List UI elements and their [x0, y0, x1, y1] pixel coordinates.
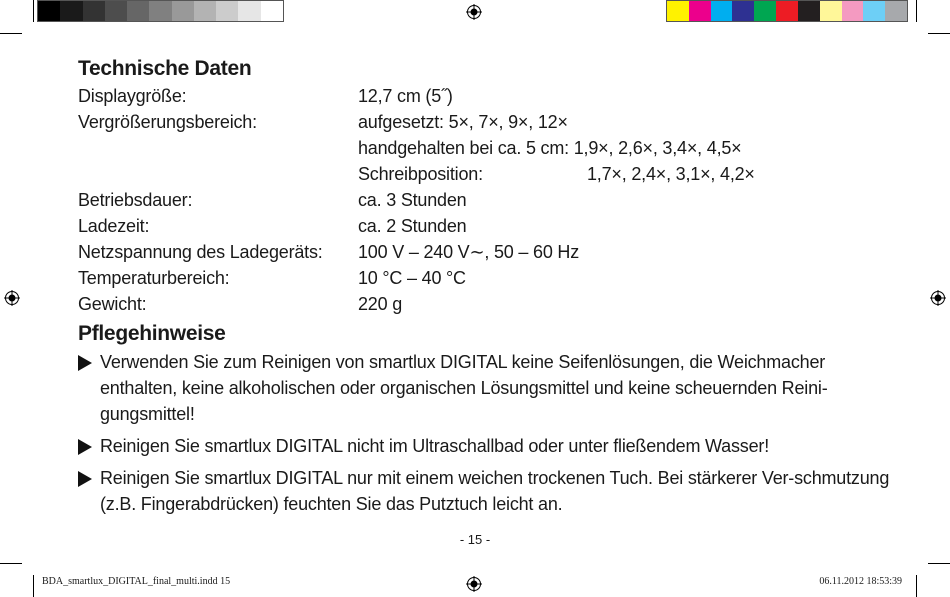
care-text: Reinigen Sie smartlux DIGITAL nur mit einem weichen trockenen Tuch. Bei stärkerer Ver-schmutzung (z.B. Fingerabdrücken) feuchten Sie das Putztuch leicht an.: [100, 468, 890, 514]
specs-table: [78, 83, 878, 317]
spec-value: 220 g: [358, 294, 403, 314]
color-swatch: [172, 1, 194, 21]
registration-mark-icon: [466, 576, 482, 592]
color-swatch: [667, 1, 689, 21]
spec-subvalue: 1,7×, 2,4×, 3,1×, 4,2×: [587, 164, 755, 184]
spec-key: [78, 161, 358, 187]
crop-mark: [928, 563, 950, 564]
spec-row: [78, 135, 878, 161]
spec-sublabel: Schreibposition:: [358, 164, 483, 184]
spec-row: [78, 213, 878, 239]
color-swatch: [149, 1, 171, 21]
spec-value: 100 V – 240 V∼, 50 – 60 Hz: [358, 242, 580, 262]
list-item: [78, 465, 890, 517]
color-swatch: [798, 1, 820, 21]
spec-value: ca. 3 Stunden: [358, 190, 467, 210]
care-text: Reinigen Sie smartlux DIGITAL nicht im Ultraschallbad oder unter fließendem Wasser!: [100, 436, 769, 456]
color-swatch: [105, 1, 127, 21]
spec-value: 12,7 cm (5˝): [358, 86, 453, 106]
triangle-bullet-icon: [78, 355, 92, 371]
triangle-bullet-icon: [78, 439, 92, 455]
spec-row: [78, 83, 878, 109]
color-swatch: [863, 1, 885, 21]
crop-mark: [33, 575, 34, 597]
spec-key: Betriebsdauer:: [78, 190, 193, 210]
color-swatch: [732, 1, 754, 21]
registration-mark-icon: [4, 290, 20, 306]
triangle-bullet-icon: [78, 471, 92, 487]
crop-mark: [0, 33, 22, 34]
color-swatch: [127, 1, 149, 21]
color-swatch: [711, 1, 733, 21]
spec-key: [78, 135, 358, 161]
crop-mark: [33, 0, 34, 22]
color-swatch: [776, 1, 798, 21]
spec-value: aufgesetzt: 5×, 7×, 9×, 12×: [358, 112, 568, 132]
spec-row: [78, 265, 878, 291]
crop-mark: [916, 0, 917, 22]
registration-mark-icon: [466, 4, 482, 20]
spec-value: ca. 2 Stunden: [358, 216, 467, 236]
spec-key: Netzspannung des Ladegeräts:: [78, 242, 323, 262]
specs-heading: Technische Daten: [78, 57, 252, 80]
spec-row: [78, 109, 878, 135]
spec-key: Gewicht:: [78, 294, 147, 314]
crop-mark: [916, 575, 917, 597]
color-swatch: [238, 1, 260, 21]
color-swatch-strip: [666, 0, 908, 22]
list-item: [78, 349, 890, 427]
slug-date: 06.11.2012 18:53:39: [819, 576, 902, 587]
spec-value: [358, 161, 878, 187]
spec-row: [78, 161, 878, 187]
list-item: [78, 433, 890, 459]
color-swatch: [842, 1, 864, 21]
spec-value: handgehalten bei ca. 5 cm: 1,9×, 2,6×, 3,4×, 4,5×: [358, 138, 742, 158]
care-list: [78, 349, 890, 517]
page-content: [78, 56, 890, 523]
crop-mark: [0, 563, 22, 564]
slug-filename: BDA_smartlux_DIGITAL_final_multi.indd 15: [42, 576, 231, 587]
color-swatch: [261, 1, 283, 21]
color-swatch: [754, 1, 776, 21]
page-number: - 15 -: [459, 532, 491, 547]
spec-row: [78, 239, 878, 265]
care-heading: Pflegehinweise: [78, 322, 226, 345]
color-swatch: [38, 1, 60, 21]
spec-key: Ladezeit:: [78, 216, 150, 236]
spec-value: 10 °C – 40 °C: [358, 268, 466, 288]
care-text: Verwenden Sie zum Reinigen von smartlux DIGITAL keine Seifenlösungen, die Weichmacher enthalten, keine alkoholischen oder organischen Lösungsmittel und keine scheuernden Reini-gungsmittel!: [100, 352, 828, 424]
color-swatch: [689, 1, 711, 21]
color-swatch: [60, 1, 82, 21]
color-swatch: [194, 1, 216, 21]
spec-row: [78, 187, 878, 213]
gray-swatch-strip: [37, 0, 284, 22]
color-swatch: [885, 1, 907, 21]
spec-key: Displaygröße:: [78, 86, 187, 106]
spec-key: Vergrößerungsbereich:: [78, 112, 257, 132]
color-swatch: [83, 1, 105, 21]
spec-key: Temperaturbereich:: [78, 268, 230, 288]
spec-row: [78, 291, 878, 317]
crop-mark: [928, 33, 950, 34]
color-swatch: [216, 1, 238, 21]
color-swatch: [820, 1, 842, 21]
registration-mark-icon: [930, 290, 946, 306]
